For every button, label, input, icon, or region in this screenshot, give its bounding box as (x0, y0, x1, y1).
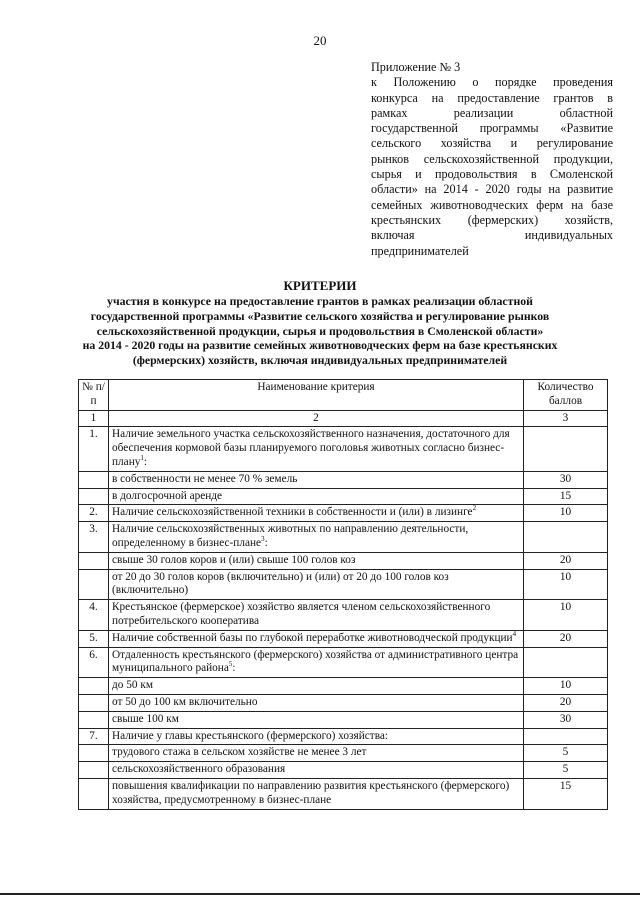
criterion-points: 10 (524, 600, 608, 631)
header-points: Количество баллов (524, 380, 608, 411)
table-row (79, 552, 608, 569)
criterion-number: 1. (79, 427, 109, 471)
criterion-points: 20 (524, 630, 608, 647)
criterion-text: Наличие у главы крестьянского (фермерского) хозяйства: (109, 728, 524, 745)
bottom-divider (0, 893, 640, 895)
criterion-number (79, 488, 109, 505)
table-row (79, 522, 608, 553)
criterion-points (524, 647, 608, 678)
criterion-number: 3. (79, 522, 109, 553)
criterion-points: 20 (524, 552, 608, 569)
footnote-ref: 3 (261, 535, 265, 544)
table-row (79, 647, 608, 678)
appendix-line: области» на 2014 - 2020 годы на развитие (371, 182, 613, 197)
criteria-table (78, 379, 608, 810)
criterion-number (79, 762, 109, 779)
subtitle-line: сельскохозяйственной продукции, сырья и продовольствия в Смоленской области» (96, 323, 544, 338)
column-number: 2 (109, 410, 524, 427)
criterion-text: Наличие земельного участка сельскохозяйственного назначения, достаточного для обеспечения кормовой базы планируемого поголовья животных согласно бизнес-плану$^1$: (109, 427, 524, 471)
document-subtitle (70, 294, 570, 368)
footnote-ref: 4 (512, 629, 517, 638)
criterion-points: 15 (524, 488, 608, 505)
criterion-number: 6. (79, 647, 109, 678)
criterion-points: 10 (524, 505, 608, 522)
criterion-number: 2. (79, 505, 109, 522)
table-row (79, 488, 608, 505)
appendix-line: включая индивидуальных (371, 228, 613, 243)
criterion-number (79, 569, 109, 600)
table-header-row (79, 380, 608, 411)
criteria-table-body (79, 380, 608, 810)
table-row (79, 745, 608, 762)
appendix-note (371, 60, 613, 259)
appendix-line: сырья и продовольствия в Смоленской (371, 167, 613, 182)
criterion-text: Наличие сельскохозяйственных животных по направлению деятельности, определенному в бизнес-плане$^3$: (109, 522, 524, 553)
criterion-number (79, 678, 109, 695)
subtitle-line: государственной программы «Развитие сельского хозяйства и регулирование рынков (90, 308, 550, 323)
criterion-points: 10 (524, 569, 608, 600)
appendix-line: рынков сельскохозяйственной продукции, (371, 151, 613, 166)
criterion-text: Наличие собственной базы по глубокой переработке животноводческой продукции$^4$ (109, 630, 524, 647)
appendix-line: конкурса на предоставление грантов в (371, 90, 613, 105)
criterion-points: 15 (524, 778, 608, 809)
criterion-text: Отдаленность крестьянского (фермерского) хозяйства от административного центра муниципального района$^5$: (109, 647, 524, 678)
criterion-number (79, 711, 109, 728)
criterion-text: от 20 до 30 голов коров (включительно) и (или) от 20 до 100 голов коз (включительно) (109, 569, 524, 600)
criterion-number: 4. (79, 600, 109, 631)
criterion-number: 5. (79, 630, 109, 647)
column-number: 3 (524, 410, 608, 427)
criterion-text: в собственности не менее 70 % земель (109, 471, 524, 488)
footnote-ref: 2 (472, 504, 477, 513)
criterion-number (79, 694, 109, 711)
table-row (79, 569, 608, 600)
table-row (79, 711, 608, 728)
document-title: КРИТЕРИИ (283, 278, 357, 293)
appendix-line: предпринимателей (371, 243, 469, 258)
table-row (79, 694, 608, 711)
criterion-points: 5 (524, 745, 608, 762)
footnote-ref: 1 (140, 454, 144, 463)
footnote-ref: 5 (228, 660, 233, 669)
appendix-line: государственной программы «Развитие (371, 121, 613, 136)
appendix-line: семейных животноводческих ферм на базе (371, 197, 613, 212)
table-row (79, 471, 608, 488)
criterion-text: Крестьянское (фермерское) хозяйство является членом сельскохозяйственного потребительского кооператива (109, 600, 524, 631)
page-number: 20 (313, 33, 327, 48)
table-row (79, 762, 608, 779)
criterion-points: 20 (524, 694, 608, 711)
criterion-text: трудового стажа в сельском хозяйстве не менее 3 лет (109, 745, 524, 762)
criterion-text: сельскохозяйственного образования (109, 762, 524, 779)
criterion-points (524, 427, 608, 471)
subtitle-line: (фермерских) хозяйств, включая индивидуальных предпринимателей (132, 353, 508, 368)
criterion-text: от 50 до 100 км включительно (109, 694, 524, 711)
table-row (79, 600, 608, 631)
criterion-text: в долгосрочной аренде (109, 488, 524, 505)
criterion-points: 30 (524, 711, 608, 728)
appendix-line: к Положению о порядке проведения (371, 75, 613, 90)
criterion-points (524, 728, 608, 745)
criterion-number (79, 778, 109, 809)
criterion-text: свыше 100 км (109, 711, 524, 728)
table-row (79, 678, 608, 695)
appendix-line: рамках реализации областной (371, 105, 613, 120)
appendix-line: сельского хозяйства и регулирование (371, 136, 613, 151)
subtitle-line: участия в конкурсе на предоставление грантов в рамках реализации областной (107, 294, 533, 308)
table-row (79, 630, 608, 647)
table-row (79, 505, 608, 522)
criterion-text: свыше 30 голов коров и (или) свыше 100 голов коз (109, 552, 524, 569)
criterion-points (524, 522, 608, 553)
header-name: Наименование критерия (109, 380, 524, 411)
criterion-text: повышения квалификации по направлению развития крестьянского (фермерского) хозяйства, предусмотренному в бизнес-плане (109, 778, 524, 809)
criterion-text: Наличие сельскохозяйственной техники в собственности и (или) в лизинге$^2$ (109, 505, 524, 522)
criterion-number (79, 745, 109, 762)
appendix-line: Приложение № 3 (371, 60, 461, 74)
criterion-points: 5 (524, 762, 608, 779)
table-row (79, 728, 608, 745)
appendix-line: крестьянских (фермерских) хозяйств, (371, 212, 613, 227)
column-number: 1 (79, 410, 109, 427)
criterion-number (79, 471, 109, 488)
criterion-number (79, 552, 109, 569)
table-row (79, 778, 608, 809)
criterion-points: 10 (524, 678, 608, 695)
criterion-points: 30 (524, 471, 608, 488)
criterion-number: 7. (79, 728, 109, 745)
criterion-text: до 50 км (109, 678, 524, 695)
table-row (79, 427, 608, 471)
header-num: № п/п (79, 380, 109, 411)
column-number-row (79, 410, 608, 427)
subtitle-line: на 2014 - 2020 годы на развитие семейных животноводческих ферм на базе крестьянских (82, 338, 558, 353)
